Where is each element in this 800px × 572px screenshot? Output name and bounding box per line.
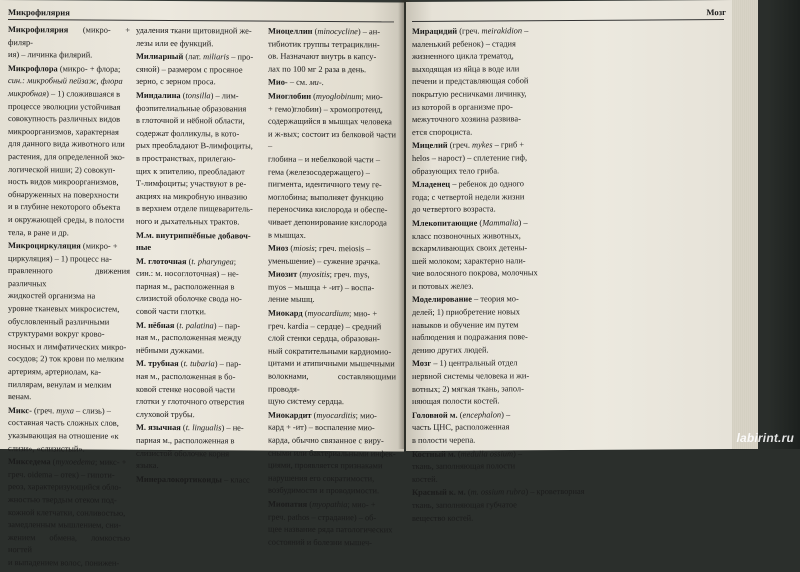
entry-text: ( xyxy=(311,91,316,101)
entry-text: – гриб + helos – нарост) – сплетение гиф, образующих тело гриба. xyxy=(412,140,528,176)
entry-text: (греч. xyxy=(457,26,482,36)
entry-text: (лат. xyxy=(183,52,204,62)
dictionary-entry xyxy=(268,26,396,77)
entry-text: ) – ткань, заполняющая полости костей. xyxy=(412,448,523,484)
entry-text: – класс xyxy=(221,475,250,485)
entry-italic-term: myxa xyxy=(56,406,74,416)
entry-headword: Младенец xyxy=(412,179,451,190)
entry-text: ( xyxy=(311,410,317,420)
dictionary-entry xyxy=(268,91,396,243)
entry-headword: Миозит xyxy=(268,269,298,280)
entry-text: ( xyxy=(457,410,463,420)
entry-italic-term: myositis xyxy=(302,270,330,280)
entry-headword: М. язычная xyxy=(136,423,181,433)
entry-text: ; син.: м. носоглоточная) – не- парная м., расположенная в слизистой оболочке свода но- совой части глотки. xyxy=(136,257,242,317)
entry-text: ) – лим- фоэпителиальные образования в глоточной и нёбной области, содержат фолликулы, в кото- рых преобладают В-лимфоциты, в пространствах, прилегаю- щих к эпителию, преобладают Т-лимфоциты; участвуют в ре- акциях на микробную инвазию в верхнем отделе пищеваритель- ного и дыхательных трактов. xyxy=(136,91,253,227)
entry-headword: Моделирование xyxy=(412,295,472,305)
dictionary-entry xyxy=(136,422,262,473)
entry-italic-term: t. tubaria xyxy=(183,359,215,369)
entry-italic-term: ми- xyxy=(309,78,322,88)
entry-text: ( xyxy=(302,308,308,318)
entry-italic-term: tonsilla xyxy=(185,91,211,101)
entry-headword: Млекопитающие xyxy=(412,218,478,228)
entry-text: (микро- + циркуляция) – 1) процесс на- правленного движения различных жидкостей организма на уровне тканевых микросистем, обусловленный различными структурами вокруг крово- носных и лимфатических микро- сосудов; 2) ток крови по мелким артериям, артериолам, ка- пиллярам, венулам и мелким венам. xyxy=(8,241,130,402)
dictionary-entry xyxy=(8,405,130,456)
entry-text: ( xyxy=(180,423,186,433)
entry-headword: Мио- xyxy=(268,78,288,88)
entry-headword: Миокард xyxy=(268,308,303,318)
watermark-logo-text: labirint.ru xyxy=(736,431,794,445)
entry-text: ; греч. meiosis – уменьшение) – сужение зрачка. xyxy=(268,244,381,267)
dictionary-entry xyxy=(412,447,722,487)
entry-italic-term: miosis xyxy=(293,243,315,254)
entry-text: ) – пар- ная м., расположенная между нёбными дужками. xyxy=(136,320,242,356)
dictionary-entry xyxy=(268,409,396,498)
entry-text: ( xyxy=(178,359,184,369)
entry-text: ; микс- + греч. oidema – отек) – гипоти- реоз, характеризующийся обло- жностью твердым отеком под- кожной клетчатки, сонливостью, замедленным мышлением, сни- жением обмена, ломкостью ногтей и выпадением волос, понижен- xyxy=(8,457,130,568)
entry-text: (микро- + филяр- ия) – личинка филярий. xyxy=(8,25,130,60)
entry-text: ) – класс позвоночных животных, вскармливающих своих детены- шей молоком; характерно нали- чие волосяного покрова, молочных и потовых желез. xyxy=(412,218,538,291)
dictionary-entry xyxy=(136,256,262,320)
entry-headword: Мозг xyxy=(412,359,432,369)
entry-text: ( xyxy=(297,270,303,280)
entry-text: ) – ан- тибиотик группы тетрациклин- ов. Назначают внутрь в капсу- лах по 100 мг 2 раза в день. xyxy=(268,27,381,75)
watermark-logo xyxy=(736,431,794,445)
entry-headword: Микрофлора xyxy=(8,63,58,74)
entry-text: ) – пар- ная м., расположенная в бо- ковой стенке носовой части глотки у глоточного отверстия слуховой трубы. xyxy=(136,359,245,420)
entry-italic-term: t. pharyngea xyxy=(191,256,234,267)
entry-text: ) – кроветворная ткань, заполняющая губчатое вещество костей. xyxy=(412,487,585,523)
entry-headword: Милиарный xyxy=(136,52,184,62)
entry-italic-term: mykes xyxy=(472,140,493,150)
entry-headword: Микрофилярия xyxy=(8,25,69,35)
dictionary-entry xyxy=(8,63,130,240)
entry-italic-term: minocycline xyxy=(317,26,358,37)
entry-text: ; мио- + греч. kardia – сердце) – средний слой стенки сердца, образован- ный сократительными кардиомио- цитами и атипичными мышечными волокнами, составляющими проводя- щую систему сердца. xyxy=(268,309,396,407)
entry-headword: М. глоточная xyxy=(136,256,187,266)
dictionary-entry xyxy=(136,51,262,90)
dictionary-entry xyxy=(412,138,722,178)
right-page xyxy=(406,0,732,523)
dictionary-entry xyxy=(8,456,130,570)
entry-headword: Миоз xyxy=(268,243,289,253)
dictionary-entry xyxy=(412,24,722,139)
dictionary-entry xyxy=(268,499,396,550)
entry-headword: Микседема xyxy=(8,457,51,467)
left-column-3 xyxy=(268,26,396,548)
entry-text: ( xyxy=(455,449,461,459)
entry-text: – слизь) – составная часть сложных слов, указывающая на отношение «к слизи», «слизистый». xyxy=(8,406,119,454)
entry-headword: М. нёбная xyxy=(136,320,175,330)
entry-text: . xyxy=(321,78,324,88)
entry-text: ) – часть ЦНС, расположенная в полости черепа. xyxy=(412,410,511,445)
entry-italic-term: miliaris xyxy=(203,52,230,62)
dictionary-entry xyxy=(412,485,722,525)
entry-headword: Миоглобин xyxy=(268,91,312,101)
entry-text: ( xyxy=(180,91,186,101)
entry-text: ( xyxy=(312,26,318,36)
entry-headword: Мирацидий xyxy=(412,26,458,36)
entry-headword: М.м. внутрипнёбные добавоч- ные xyxy=(136,230,251,253)
entry-text: ; греч. mys, myos – мышца + -ит) – воспа- ление мышц. xyxy=(268,270,375,305)
dictionary-entry xyxy=(268,308,396,410)
dictionary-entry xyxy=(268,269,396,308)
entry-headword: Миокардит xyxy=(268,410,312,420)
entry-text: – см. xyxy=(287,78,310,88)
entry-text: ) – 1) сложившаяся в процессе эволюции устойчивая совокупность различных видов микроорганизмов, характерная для данного вида животного или растения, для определенной эко- логической ниши; 2) совокуп- ность видов микроорганизмов, обнаруженных на поверхности и в глубине некоторого объекта и окружающей среды, в полости тела, в ране и др. xyxy=(8,89,125,237)
dictionary-entry xyxy=(8,24,130,63)
entry-headword: Микроциркуляция xyxy=(8,241,81,251)
dictionary-entry xyxy=(412,177,722,217)
entry-continuation: удаления ткани щитовидной же- лезы или ее функций. xyxy=(136,25,252,48)
dictionary-entry xyxy=(136,319,262,358)
running-head-right: Мозг xyxy=(706,7,726,18)
entry-text: ; мио- + греч. pathos – страдание) – об- щее название ряда патологических состояний и болезни мышеч- xyxy=(268,500,393,548)
entry-headword: Миндалина xyxy=(136,90,181,101)
entry-text: (микро- + флора; xyxy=(59,64,121,74)
entry-text: ) – не- парная м., расположенная в слизистой оболочке корня языка. xyxy=(136,423,244,471)
dictionary-entry xyxy=(136,474,262,487)
entry-text: – маленький ребенок) – стадия жизненного цикла трематод, выходящая из яйца в воде или печени и представляющая собой покрытую ресничками личинку, из которой в организме про- межуточного хозяина развива- ется спороциста. xyxy=(412,26,529,137)
entry-italic-term: myoglobinum xyxy=(315,91,362,102)
entry-italic-term: encephalon xyxy=(462,410,502,420)
entry-italic-term: myocarditis xyxy=(316,410,356,420)
left-column-1 xyxy=(8,24,130,568)
entry-text: ( xyxy=(465,487,471,498)
entry-text: ( xyxy=(186,256,192,266)
entry-text: – 1) центральный отдел нервной системы человека и жи- вотных; 2) мягкая ткань, запол- няющая полости костей. xyxy=(412,358,530,407)
entry-italic-term: t. lingualis xyxy=(185,423,222,433)
entry-text: (греч. xyxy=(31,406,57,416)
entry-italic-term: myopathia xyxy=(312,499,348,510)
entry-headword: М. трубная xyxy=(136,359,179,369)
dictionary-entry xyxy=(136,90,262,229)
dictionary-entry xyxy=(412,356,722,408)
entry-italic-term: meirakidion xyxy=(481,26,523,36)
entry-text: ( xyxy=(477,218,483,228)
dictionary-entry xyxy=(412,293,722,358)
entry-text: – про- сяной) – размером с просяное зерно, с зерном проса. xyxy=(136,52,254,87)
page-edges xyxy=(732,0,758,449)
entry-headword: Красный к. м. xyxy=(412,488,466,498)
entry-headword: Мицелий xyxy=(412,141,448,151)
running-head-left: Микрофилярия xyxy=(8,7,70,18)
entry-italic-term: t. palatina xyxy=(179,320,214,330)
entry-headword: Минералокортикоиды xyxy=(136,474,222,485)
entry-text: ( xyxy=(307,499,313,509)
entry-headword: Костный м. xyxy=(412,449,456,459)
entry-italic-term: myxoedema xyxy=(55,457,95,467)
entry-text: (греч. xyxy=(447,140,473,151)
dictionary-entry xyxy=(136,25,262,51)
entry-headword: Миопатия xyxy=(268,499,308,509)
right-column-1 xyxy=(412,24,722,523)
entry-text: ; мио- кард + -ит) – воспаление мио- карда, обычно связанное с виру- сными или бактериальными инфек- циями, проявляется признаками нарушения его сократимости, возбудимости и проводимости. xyxy=(268,410,396,496)
entry-italic-term: myocardium xyxy=(307,308,350,319)
dictionary-entry xyxy=(412,408,722,448)
dictionary-entry xyxy=(268,243,396,269)
dictionary-entry xyxy=(268,77,396,90)
entry-text: ( xyxy=(288,243,294,253)
dictionary-entry xyxy=(136,358,262,422)
entry-italic-term: medulla ossium xyxy=(460,448,513,459)
entry-text: ( xyxy=(50,457,56,467)
left-column-2 xyxy=(136,25,262,485)
entry-headword: Миоцеллин xyxy=(268,26,313,36)
dictionary-entry xyxy=(412,216,722,293)
entry-headword: Головной м. xyxy=(412,410,458,420)
entry-italic-term: син.: микробный пейзаж, флора микробная xyxy=(8,76,123,99)
header-rule-left xyxy=(8,19,394,22)
dictionary-entry xyxy=(136,229,262,255)
dictionary-entry xyxy=(8,240,130,404)
header-rule-right xyxy=(412,19,724,22)
entry-italic-term: m. ossium rubra xyxy=(470,487,526,497)
entry-italic-term: Mammalia xyxy=(482,218,519,228)
entry-text: – ребенок до одного года; с четвертой недели жизни до четвертого возраста. xyxy=(412,179,525,215)
entry-headword: Микс- xyxy=(8,405,32,416)
entry-text: ; мио- + гемо)глобин) – хромопротеид, содержащийся в мышцах человека и ж-вых; состоит из белковой части – глобина – и небелковой части – гема (железосодержащего) – пигмента, идентичного тему ге- моглобина; выполняет функцию переносчика кислорода и обеспе- чивает депонирование кислорода в мышцах. xyxy=(268,92,396,240)
entry-text: ( xyxy=(174,320,180,330)
entry-text: – теория мо- делей; 1) приобретение новых навыков и обучение им путем наблюдения и подражания пове- дению других людей. xyxy=(412,294,528,355)
